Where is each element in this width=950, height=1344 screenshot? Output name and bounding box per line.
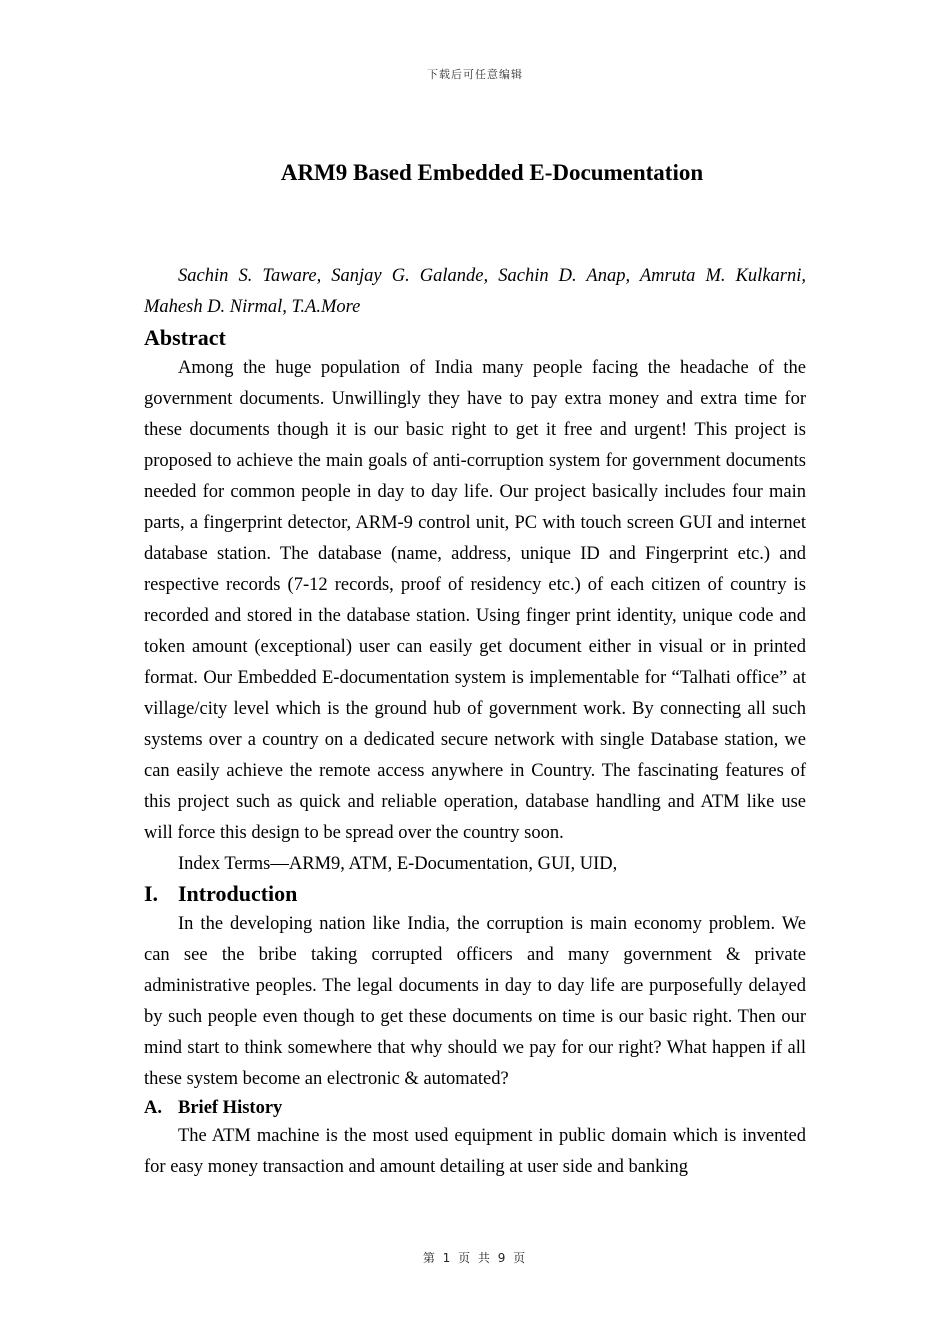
index-terms: Index Terms—ARM9, ATM, E-Documentation, GUI, UID, bbox=[178, 854, 618, 874]
introduction-text: In the developing nation like India, the corruption is main economy problem. We can see the bribe taking corrupted officers and many government & private administrative peoples. The legal documents in day to day life are purposefully delayed by such people even though to get these documents on time is our basic right. Then our mind start to think somewhere that why should we pay for our right? What happen if all these system become an electronic & automated? bbox=[144, 914, 806, 1089]
header-note: 下载后可任意编辑 bbox=[427, 68, 523, 81]
brief-history-heading bbox=[144, 1095, 806, 1121]
author-list: Sachin S. Taware, Sanjay G. Galande, Sachin D. Anap, Amruta M. Kulkarni, Mahesh D. Nirmal, T.A.More bbox=[144, 266, 806, 317]
abstract-text: Among the huge population of India many people facing the headache of the government documents. Unwillingly they have to pay extra money and extra time for these documents though it is our basic right to get it free and urgent! This project is proposed to achieve the main goals of anti-corruption system for government documents needed for common people in day to day life. Our project basically includes four main parts, a fingerprint detector, ARM-9 control unit, PC with touch screen GUI and internet database station. The database (name, address, unique ID and Fingerprint etc.) and respective records (7-12 records, proof of residency etc.) of each citizen of country is recorded and stored in the database station. Using finger print identity, unique code and token amount (exceptional) user can easily get document either in visual or in printed format. Our Embedded E-documentation system is implementable for “Talhati office” at village/city level which is the ground hub of government work. By connecting all such systems over a country on a dedicated secure network with single Database station, we can easily achieve the remote access anywhere in Country. The fascinating features of this project such as quick and reliable operation, database handling and ATM like use will force this design to be spread over the country soon. bbox=[144, 358, 806, 843]
introduction-heading bbox=[144, 879, 806, 909]
paper-body bbox=[144, 261, 806, 1183]
brief-history-text: The ATM machine is the most used equipment in public domain which is invented for easy money transaction and amount detailing at user side and banking bbox=[144, 1126, 806, 1177]
section-title: Introduction bbox=[178, 881, 298, 906]
subsection-number: A. bbox=[144, 1098, 162, 1118]
page-footer: 第 1 页 共 9 页 bbox=[422, 1251, 528, 1265]
section-number: I. bbox=[144, 881, 159, 906]
subsection-title: Brief History bbox=[178, 1098, 283, 1118]
paper-title: ARM9 Based Embedded E-Documentation bbox=[280, 160, 704, 185]
abstract-heading: Abstract bbox=[144, 325, 226, 350]
